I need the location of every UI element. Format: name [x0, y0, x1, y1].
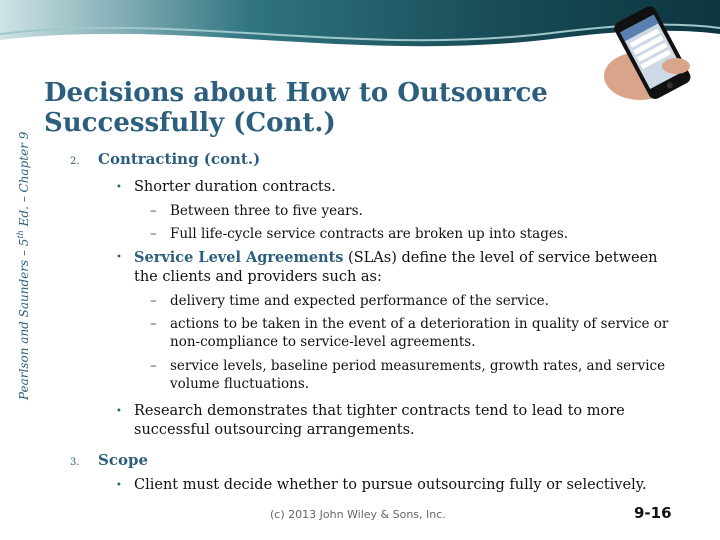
section-number: 3.	[70, 457, 80, 468]
bullet-icon: •	[116, 480, 122, 491]
sidebar-book-credit	[16, 131, 31, 400]
sub-item	[150, 292, 549, 310]
bullet-text: (SLAs) define the level of service between	[343, 250, 658, 266]
sidebar-credit-pre: Pearlson and Saunders – 5	[17, 238, 31, 400]
bullet-icon: •	[116, 182, 122, 193]
sub-text: actions to be taken in the event of a deterioration in quality of service or	[170, 316, 669, 332]
sub-text: service levels, baseline period measurements, growth rates, and service	[170, 358, 666, 374]
bullet-item	[116, 476, 647, 495]
page-number: 9-16	[634, 504, 672, 522]
dash-icon: –	[150, 358, 157, 374]
bullet-bold-text: Service Level Agreements	[134, 249, 344, 266]
sub-text: Between three to five years.	[170, 203, 363, 219]
sub-item	[150, 202, 363, 220]
smartphone-image	[600, 6, 700, 102]
sub-text: delivery time and expected performance of the service.	[170, 293, 549, 309]
bullet-item	[116, 402, 694, 440]
sub-item	[150, 225, 569, 243]
copyright-footer: (c) 2013 John Wiley & Sons, Inc.	[270, 508, 446, 521]
bullet-icon: •	[116, 252, 122, 263]
title-line-2: Successfully (Cont.)	[44, 108, 336, 138]
sub-text-cont: volume fluctuations.	[170, 376, 310, 392]
sub-item	[150, 315, 690, 351]
sidebar-credit-sup: th	[16, 230, 25, 239]
bullet-text: Client must decide whether to pursue outsourcing fully or selectively.	[134, 477, 647, 493]
bullet-text: Research demonstrates that tighter contracts tend to lead to more	[134, 403, 625, 419]
dash-icon: –	[150, 226, 157, 242]
section-heading: Scope	[98, 451, 149, 469]
bullet-text-cont: successful outsourcing arrangements.	[134, 422, 415, 438]
bullet-text: Shorter duration contracts.	[134, 179, 336, 195]
bullet-text-cont: the clients and providers such as:	[134, 269, 382, 285]
sub-text: Full life-cycle service contracts are broken up into stages.	[170, 226, 569, 242]
bullet-item	[116, 248, 694, 287]
dash-icon: –	[150, 203, 157, 219]
bullet-item	[116, 178, 336, 197]
section-number: 2.	[70, 156, 80, 167]
sidebar-credit-post: Ed. – Chapter 9	[17, 131, 31, 231]
slide-title	[44, 78, 584, 138]
sub-text-cont: non-compliance to service-level agreements.	[170, 334, 476, 350]
dash-icon: –	[150, 293, 157, 309]
section-heading: Contracting (cont.)	[98, 150, 261, 168]
sub-item	[150, 357, 690, 393]
title-line-1: Decisions about How to Outsource	[44, 78, 548, 108]
bullet-icon: •	[116, 406, 122, 417]
dash-icon: –	[150, 316, 157, 332]
